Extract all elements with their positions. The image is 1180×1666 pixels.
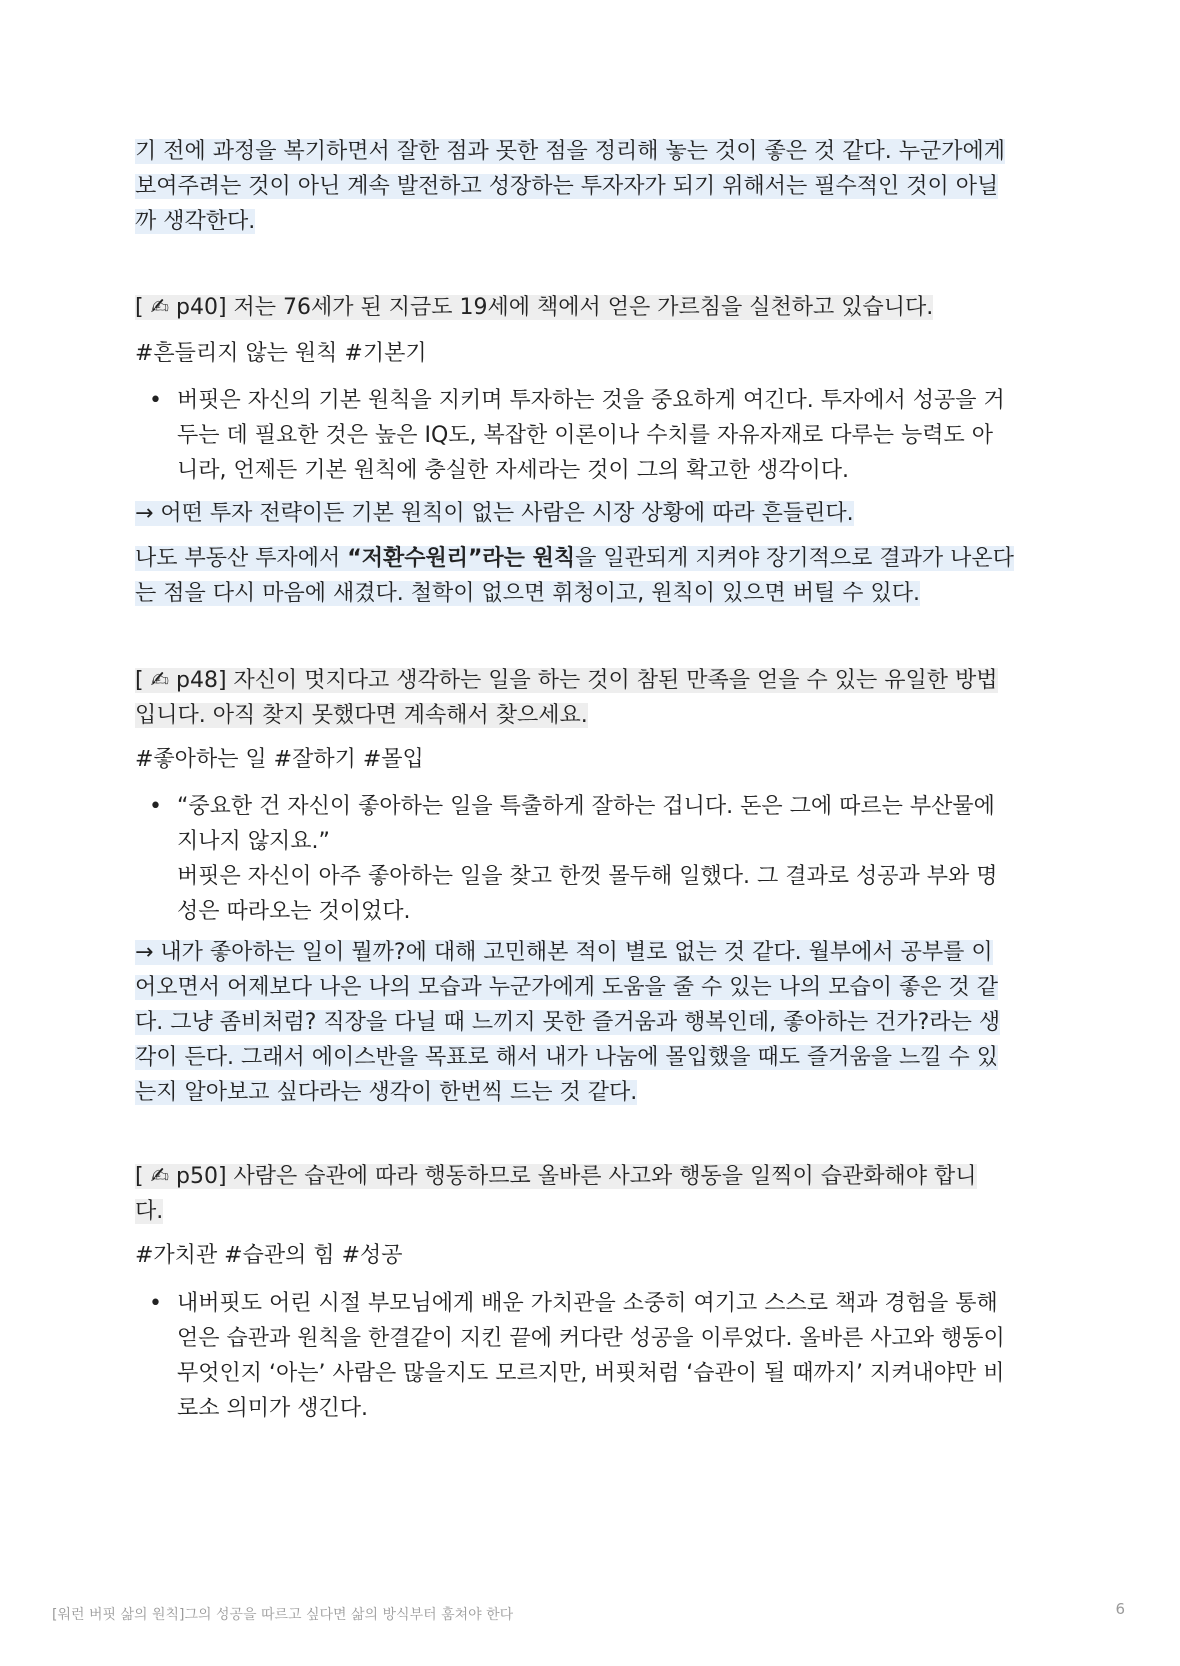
bullet-p48 xyxy=(135,789,997,929)
intro-line: 까 생각한다. xyxy=(135,209,256,234)
bullet-line: 로소 의미가 생긴다. xyxy=(177,1396,368,1421)
intro-line: 보여주려는 것이 아닌 계속 발전하고 성장하는 투자자가 되기 위해서는 필수적인 것이 아닐 xyxy=(135,174,999,199)
reflection-line: 는지 알아보고 싶다라는 생각이 한번씩 드는 것 같다. xyxy=(135,1080,638,1105)
reflection-line: 어오면서 어제보다 나은 나의 모습과 누군가에게 도움을 줄 수 있는 나의 모습이 좋은 것 같 xyxy=(135,975,998,1000)
bullet-p50 xyxy=(135,1286,1005,1426)
intro-line: 기 전에 과정을 복기하면서 잘한 점과 못한 점을 정리해 놓는 것이 좋은 것 같다. 누군가에게 xyxy=(135,139,1005,164)
bullet-line: 두는 데 필요한 것은 높은 IQ도, 복잡한 이론이나 수치를 자유자재로 다루는 능력도 아 xyxy=(177,423,994,448)
intro-paragraph xyxy=(135,134,1005,239)
quote-line: 입니다. 아직 찾지 못했다면 계속해서 찾으세요. xyxy=(135,703,588,728)
bullet-line: 지나지 않지요.” xyxy=(177,829,330,854)
tag-line: #가치관 #습관의 힘 #성공 xyxy=(135,1243,403,1268)
reflection-text: 을 일관되게 지켜야 장기적으로 결과가 나온다 xyxy=(575,546,1014,571)
quote-line: 다. xyxy=(135,1199,164,1224)
reflection-line: → 어떤 투자 전략이든 기본 원칙이 없는 사람은 시장 상황에 따라 흔들린다. xyxy=(135,501,854,526)
bullet-line: 니라, 언제든 기본 원칙에 충실한 자세라는 것이 그의 확고한 생각이다. xyxy=(177,458,849,483)
quote-p40 xyxy=(135,290,933,325)
bullet-line: “중요한 건 자신이 좋아하는 일을 특출하게 잘하는 겁니다. 돈은 그에 따르는 부산물에 xyxy=(177,794,995,819)
reflection-text: 나도 부동산 투자에서 xyxy=(135,546,348,571)
bullet-dot: • xyxy=(149,388,162,413)
tag-line: #흔들리지 않는 원칙 #기본기 xyxy=(135,341,427,366)
reflection-p40-1 xyxy=(135,496,854,531)
quote-line: [ ✍ p40] 저는 76세가 된 지금도 19세에 책에서 얻은 가르침을 실천하고 있습니다. xyxy=(135,295,934,320)
footer-title: [워런 버핏 삶의 원칙]그의 성공을 따르고 싶다면 삶의 방식부터 훔쳐야 한다 xyxy=(52,1607,514,1623)
quote-p48 xyxy=(135,663,998,733)
quote-line: [ ✍ p48] 자신이 멋지다고 생각하는 일을 하는 것이 참된 만족을 얻을 수 있는 유일한 방법 xyxy=(135,668,998,693)
bullet-line: 얻은 습관과 원칙을 한결같이 지킨 끝에 커다란 성공을 이루었다. 올바른 사고와 행동이 xyxy=(177,1326,1005,1351)
tags-p48 xyxy=(135,742,424,777)
quote-p50 xyxy=(135,1159,977,1229)
reflection-line: 는 점을 다시 마음에 새겼다. 철학이 없으면 휘청이고, 원칙이 있으면 버틸 수 있다. xyxy=(135,581,920,606)
page-number: 6 xyxy=(1115,1600,1125,1618)
reflection-line: 각이 든다. 그래서 에이스반을 목표로 해서 내가 나눔에 몰입했을 때도 즐거움을 느낄 수 있 xyxy=(135,1045,998,1070)
reflection-p48 xyxy=(135,935,1000,1110)
reflection-line: → 내가 좋아하는 일이 뭘까?에 대해 고민해본 적이 별로 없는 것 같다. 월부에서 공부를 이 xyxy=(135,940,993,965)
quote-line: [ ✍ p50] 사람은 습관에 따라 행동하므로 올바른 사고와 행동을 일찍이 습관화해야 합니 xyxy=(135,1164,977,1189)
bullet-line: 성은 따라오는 것이었다. xyxy=(177,899,411,924)
bullet-p40 xyxy=(135,383,1005,488)
bullet-dot: • xyxy=(149,794,162,819)
reflection-line: 다. 그냥 좀비처럼? 직장을 다닐 때 느끼지 못한 즐거움과 행복인데, 좋아하는 건가?라는 생 xyxy=(135,1010,1001,1035)
reflection-bold: “저환수원리”라는 원칙 xyxy=(347,546,576,571)
tag-line: #좋아하는 일 #잘하기 #몰입 xyxy=(135,747,424,772)
bullet-line: 내버핏도 어린 시절 부모님에게 배운 가치관을 소중히 여기고 스스로 책과 경험을 통해 xyxy=(177,1291,998,1316)
bullet-line: 무엇인지 ‘아는’ 사람은 많을지도 모르지만, 버핏처럼 ‘습관이 될 때까지’ 지켜내야만 비 xyxy=(177,1361,1005,1386)
bullet-line: 버핏은 자신의 기본 원칙을 지키며 투자하는 것을 중요하게 여긴다. 투자에서 성공을 거 xyxy=(177,388,1005,413)
bullet-dot: • xyxy=(149,1291,162,1316)
bullet-line: 버핏은 자신이 아주 좋아하는 일을 찾고 한껏 몰두해 일했다. 그 결과로 성공과 부와 명 xyxy=(177,864,998,889)
tags-p50 xyxy=(135,1238,403,1273)
reflection-p40-2 xyxy=(135,541,1014,611)
tags-p40 xyxy=(135,336,427,371)
